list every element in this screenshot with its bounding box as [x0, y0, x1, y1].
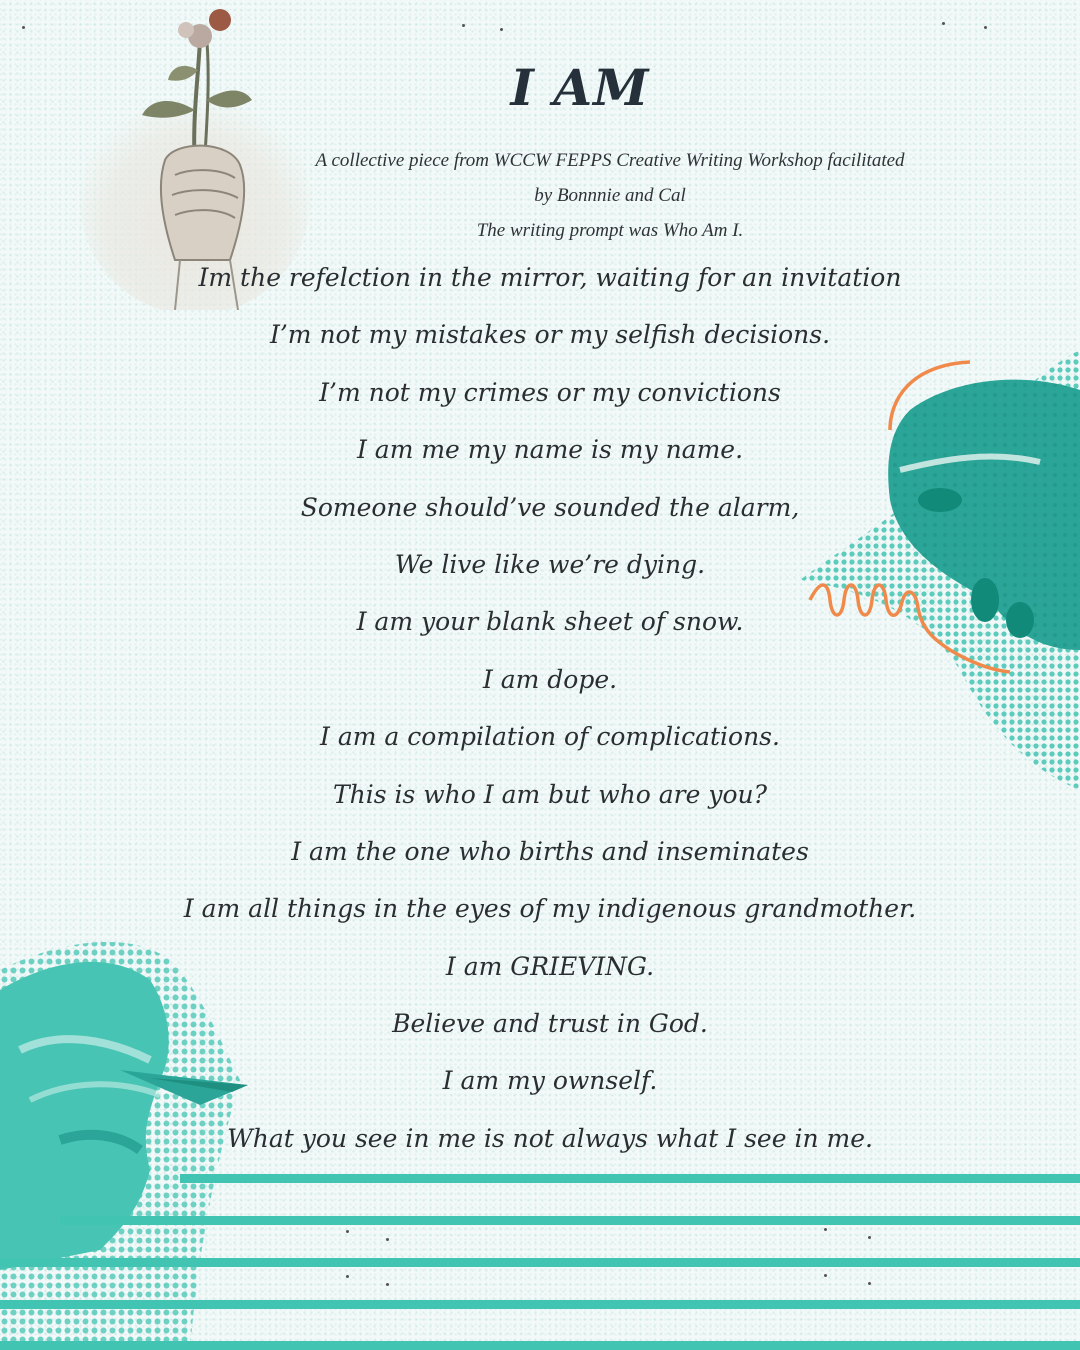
poem-line: We live like we’re dying. [394, 549, 706, 579]
poem-line: I’m not my mistakes or my selfish decisions. [269, 320, 831, 350]
poem-body [90, 258, 1010, 1176]
poem-line: I’m not my crimes or my convictions [319, 377, 781, 407]
intro-line: by Bonnnie and Cal [534, 185, 686, 206]
ruled-line [0, 1300, 1080, 1309]
speck [500, 28, 503, 31]
poem-line: Im the refelction in the mirror, waiting for an invitation [198, 263, 902, 292]
poem-line: Believe and trust in God. [392, 1009, 708, 1039]
speck [386, 1283, 389, 1286]
speck [868, 1236, 871, 1239]
ruled-line [180, 1174, 1080, 1183]
poem-line: I am the one who births and inseminates [291, 836, 809, 866]
poem-line: I am your blank sheet of snow. [356, 607, 744, 637]
intro-line: The writing prompt was Who Am I. [476, 220, 744, 241]
speck [984, 26, 987, 29]
speck [386, 1238, 389, 1241]
poem-line: I am me my name is my name. [356, 435, 744, 465]
speck [462, 24, 465, 27]
poem-line: I am GRIEVING. [445, 951, 655, 981]
ruled-line [0, 1258, 1080, 1267]
speck [346, 1230, 349, 1233]
ruled-line [0, 1341, 1080, 1350]
ruled-line [60, 1216, 1080, 1225]
poem-line: I am a compilation of complications. [320, 722, 780, 752]
speck [22, 26, 25, 29]
intro-line: A collective piece from WCCW FEPPS Creative Writing Workshop facilitated [315, 150, 905, 171]
speck [942, 22, 945, 25]
poem-line: I am dope. [482, 664, 618, 694]
poem-line: Someone should’ve sounded the alarm, [300, 492, 800, 522]
poem-line: What you see in me is not always what I see in me. [227, 1123, 873, 1153]
speck [824, 1228, 827, 1231]
speck [346, 1275, 349, 1278]
page-title: I AM [510, 58, 650, 117]
speck [868, 1282, 871, 1285]
poem-line: This is who I am but who are you? [332, 779, 768, 809]
speck [824, 1274, 827, 1277]
poem-line: I am my ownself. [442, 1066, 658, 1096]
poem-line: I am all things in the eyes of my indigenous grandmother. [183, 894, 917, 924]
